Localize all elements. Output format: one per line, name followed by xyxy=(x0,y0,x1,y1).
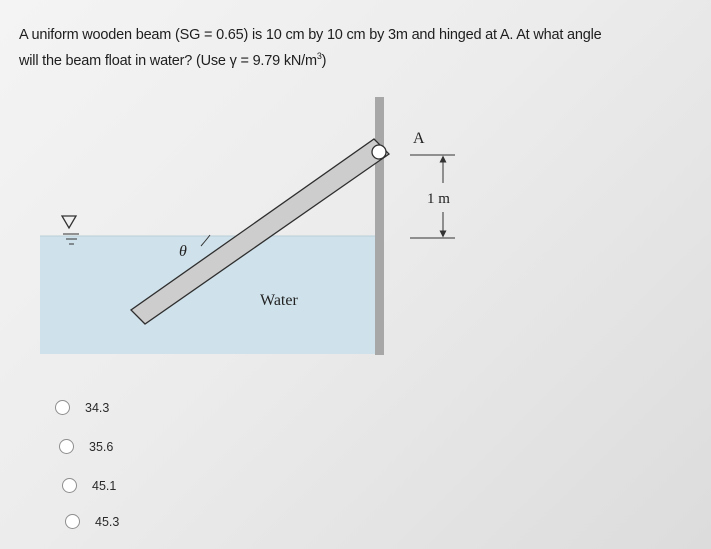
radio-button[interactable] xyxy=(55,400,70,415)
question-line-2-end: ) xyxy=(321,53,327,69)
question-line-2-text: will the beam float in water? (Use γ = 9.79 kN/m xyxy=(19,53,317,69)
option-label: 45.1 xyxy=(92,478,117,493)
hinge-icon xyxy=(372,145,386,159)
option-label: 45.3 xyxy=(95,514,120,529)
unit-exponent: 3 xyxy=(316,51,322,62)
option-2[interactable] xyxy=(59,439,113,454)
water-region xyxy=(40,236,378,354)
option-label: 35.6 xyxy=(89,439,114,454)
angle-label: θ xyxy=(179,243,187,260)
vertical-wall xyxy=(375,97,384,355)
option-label: 34.3 xyxy=(85,400,110,415)
radio-button[interactable] xyxy=(59,439,74,454)
option-3[interactable] xyxy=(62,478,116,493)
hinge-label: A xyxy=(413,130,425,147)
radio-button[interactable] xyxy=(65,514,80,529)
water-label: Water xyxy=(260,292,298,309)
dimension-label: 1 m xyxy=(427,191,450,207)
option-1[interactable] xyxy=(55,400,109,415)
option-4[interactable] xyxy=(65,514,119,529)
question-line-1: A uniform wooden beam (SG = 0.65) is 10 cm by 10 cm by 3m and hinged at A. At what angle xyxy=(19,27,602,43)
radio-button[interactable] xyxy=(62,478,77,493)
